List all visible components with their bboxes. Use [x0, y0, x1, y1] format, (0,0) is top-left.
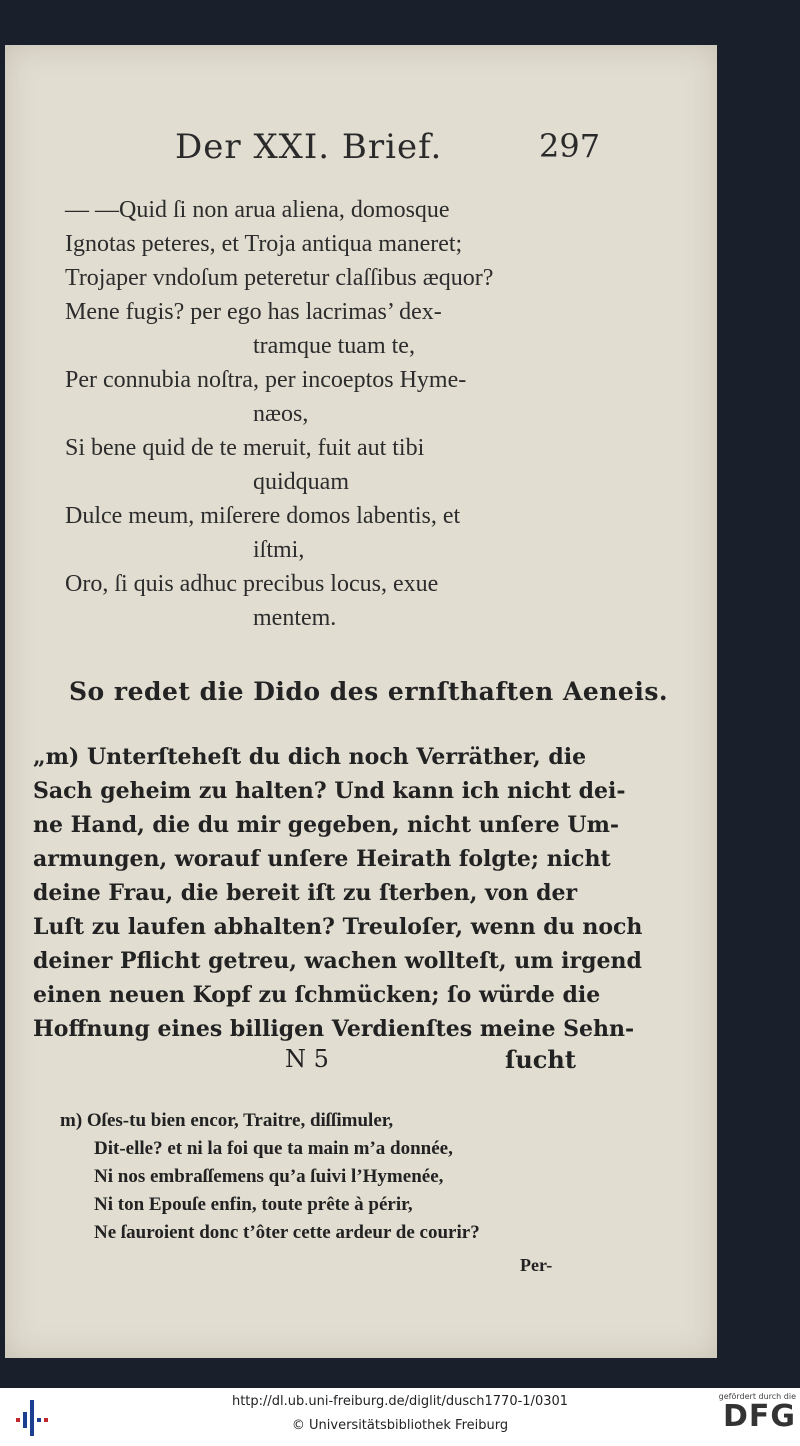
verse-line: — —Quid ſi non arua aliena, domosque [65, 197, 450, 223]
dfg-tagline: gefördert durch die [718, 1392, 796, 1401]
verse-caption: So redet die Dido des ernſthaften Aeneis. [69, 677, 669, 706]
latin-verse [65, 193, 605, 635]
page-header [5, 127, 717, 177]
verse-line: Si bene quid de te meruit, fuit aut tibi [65, 435, 425, 461]
footnote-catchword: Per- [520, 1255, 553, 1275]
prose-line: ne Hand, die du mir gegeben, nicht unſere Um- [33, 812, 620, 838]
dfg-wordmark: DFG [722, 1399, 796, 1434]
book-page [5, 45, 717, 1358]
catchword: ſucht [505, 1045, 576, 1074]
prose-line: „m) Unterſteheſt du dich noch Verräther, die [33, 744, 587, 770]
verse-line: Oro, ſi quis adhuc precibus locus, exue [65, 571, 439, 597]
prose-line: armungen, worauf unſere Heirath folgte; nicht [33, 846, 611, 872]
footnote-line: Dit-elle? et ni la foi que ta main m’a donnée, [94, 1138, 453, 1159]
signature-line [5, 1045, 717, 1081]
dfg-logo [700, 1392, 796, 1444]
prose-line: einen neuen Kopf zu ſchmücken; ſo würde die [33, 982, 601, 1008]
page-url[interactable]: http://dl.ub.uni-freiburg.de/diglit/dusch1770-1/0301 [231, 1394, 569, 1409]
verse-line: næos, [253, 401, 309, 427]
footnote-line: Ni ton Epouſe enfin, toute prête à périr, [94, 1194, 413, 1215]
verse-line: iſtmi, [253, 537, 305, 563]
verse-line: Per connubia noſtra, per incoeptos Hyme- [65, 367, 467, 393]
prose-line: Sach geheim zu halten? Und kann ich nicht dei- [33, 778, 626, 804]
verse-line: quidquam [253, 469, 349, 495]
verse-line: tramque tuam te, [253, 333, 415, 359]
viewer-footer [0, 1388, 800, 1446]
copyright-notice: © Universitätsbibliothek Freiburg [291, 1418, 509, 1433]
page-number: 297 [539, 127, 601, 165]
prose-line: Hoffnung eines billigen Verdienſtes meine Sehn- [33, 1016, 635, 1042]
prose-line: deiner Pflicht getreu, wachen wollteſt, um irgend [33, 948, 642, 974]
prose-line: deine Frau, die bereit iſt zu ſterben, von der [33, 880, 578, 906]
footnote-line: Ne ſauroient donc t’ôter cette ardeur de courir? [94, 1222, 480, 1243]
verse-line: Trojaper vndoſum peteretur claſſibus æquor? [65, 265, 494, 291]
verse-line: mentem. [253, 605, 337, 631]
signature-mark: N 5 [285, 1045, 329, 1073]
footnote-line: m) Oſes-tu bien encor, Traitre, diſſimuler, [60, 1110, 394, 1131]
verse-line: Mene fugis? per ego has lacrimas’ dex- [65, 299, 442, 325]
footnote-line: Ni nos embraſſemens qu’a ſuivi l’Hymenée, [94, 1166, 444, 1187]
german-prose [33, 740, 643, 1046]
prose-line: Luſt zu laufen abhalten? Treuloſer, wenn du noch [33, 914, 643, 940]
verse-line: Dulce meum, miſerere domos labentis, et [65, 503, 461, 529]
running-title: Der XXI. Brief. [175, 127, 443, 167]
verse-line: Ignotas peteres, et Troja antiqua maneret; [65, 231, 463, 257]
french-footnote [60, 1107, 620, 1247]
